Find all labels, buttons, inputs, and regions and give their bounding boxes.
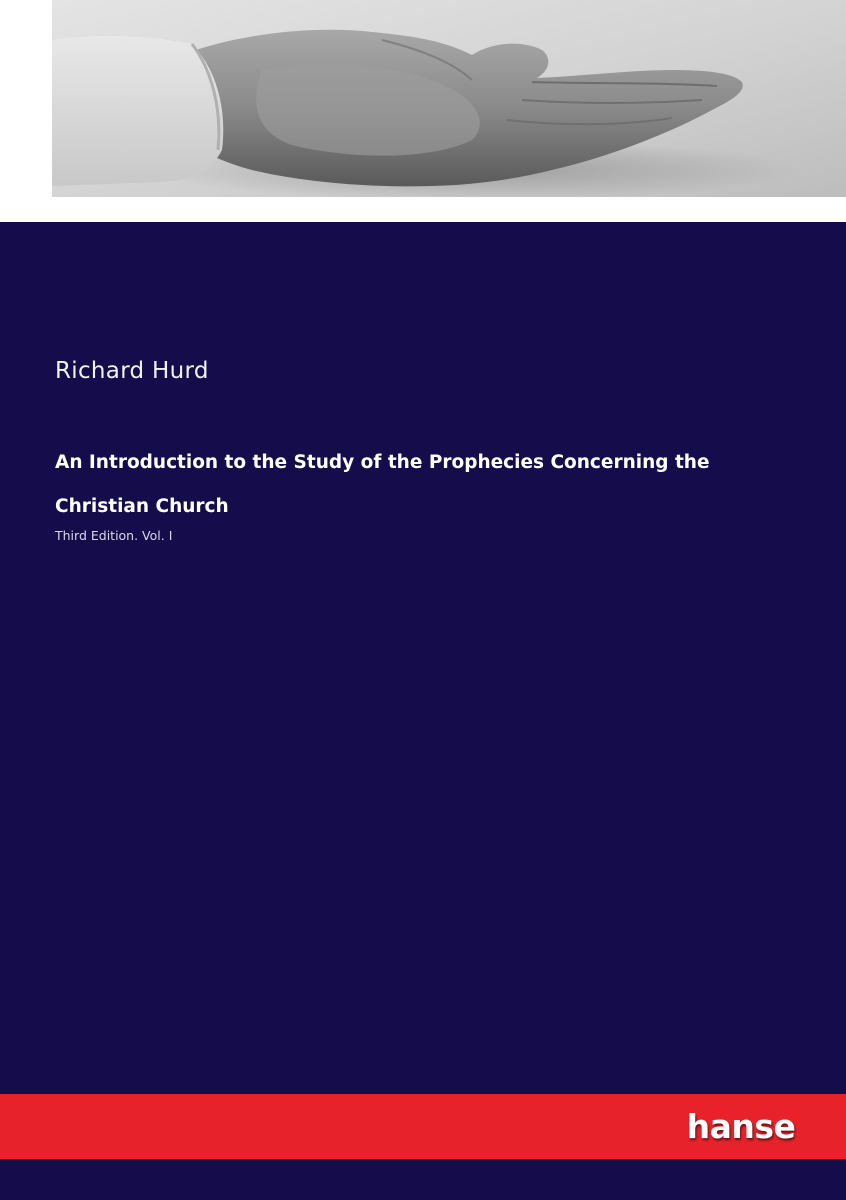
bottom-navy-strip: [0, 1159, 846, 1200]
hand-photo: [52, 0, 846, 197]
book-title: An Introduction to the Study of the Prophecies Concerning the Christian Church: [55, 452, 710, 517]
publisher-logo-text: hanse: [686, 1106, 796, 1146]
publisher-logo: [666, 1101, 816, 1151]
navy-panel: [0, 222, 846, 1072]
edition-subtitle: Third Edition. Vol. I: [55, 528, 173, 543]
top-white-strip: [0, 197, 846, 222]
open-palm-hand-image: [52, 0, 846, 197]
lower-navy-strip: [0, 1072, 846, 1094]
author-name: Richard Hurd: [55, 358, 209, 384]
